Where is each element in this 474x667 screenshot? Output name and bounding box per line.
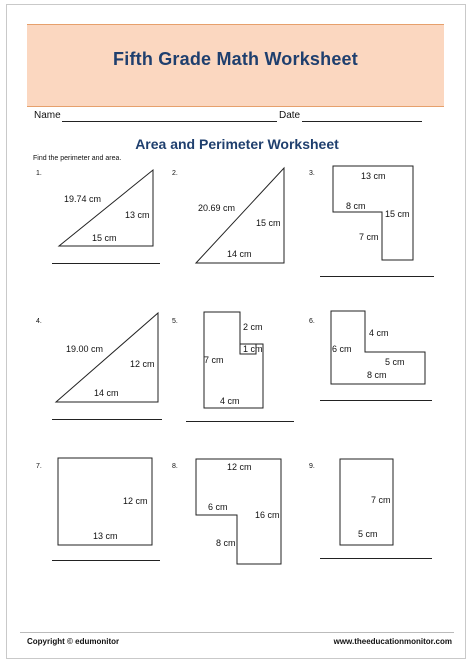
problem-2-triangle: [192, 166, 288, 266]
name-label: Name: [34, 110, 61, 121]
problem-4-height-label: 12 cm: [130, 359, 155, 369]
problem-3-top-label: 13 cm: [361, 171, 386, 181]
problem-5-height-label: 7 cm: [204, 355, 224, 365]
problem-8-number: 8.: [172, 463, 178, 470]
problem-2-hypotenuse-label: 20.69 cm: [198, 203, 236, 213]
problem-4-number: 4.: [36, 318, 42, 325]
problem-8-top-label: 12 cm: [227, 462, 252, 472]
problem-8-left-label: 6 cm: [208, 502, 228, 512]
problem-1-hypotenuse-label: 19.74 cm: [64, 194, 102, 204]
problem-1-height-label: 13 cm: [125, 210, 150, 220]
problem-5-base-label: 4 cm: [220, 396, 240, 406]
problem-6-step-label: 5 cm: [385, 357, 405, 367]
problem-6-left-label: 6 cm: [332, 344, 352, 354]
name-date-row: [34, 110, 446, 124]
problem-6-answer-line: [320, 400, 432, 401]
header-banner: [27, 24, 444, 107]
problem-8-inner-label: 8 cm: [216, 538, 236, 548]
problem-4-answer-line: [52, 419, 162, 420]
problem-5-shape: [200, 308, 272, 412]
problem-1-triangle: [54, 166, 158, 250]
problem-1-base-label: 15 cm: [92, 233, 117, 243]
problem-1-answer-line: [52, 263, 160, 264]
problem-8-shape: [194, 456, 286, 568]
problem-7-number: 7.: [36, 463, 42, 470]
problem-3-left-label: 8 cm: [346, 201, 366, 211]
problem-2-height-label: 15 cm: [256, 218, 281, 228]
problem-8-right-label: 16 cm: [255, 510, 280, 520]
footer-copyright: Copyright © edumonitor: [27, 637, 120, 646]
problem-7-answer-line: [52, 560, 160, 561]
problem-3-inner-label: 7 cm: [359, 232, 379, 242]
problem-4-hypotenuse-label: 19.00 cm: [66, 344, 104, 354]
page-title: Fifth Grade Math Worksheet: [113, 49, 358, 69]
footer-divider: [20, 632, 454, 633]
problem-6-number: 6.: [309, 318, 315, 325]
problem-5-step-label: 1 cm: [243, 344, 263, 354]
problem-9-base-label: 5 cm: [358, 529, 378, 539]
problem-3-number: 3.: [309, 170, 315, 177]
problem-4-triangle: [52, 310, 162, 406]
problem-1-number: 1.: [36, 170, 42, 177]
problem-9-rectangle: [338, 456, 396, 548]
footer-website[interactable]: www.theeducationmonitor.com: [333, 637, 452, 646]
problem-2-base-label: 14 cm: [227, 249, 252, 259]
problem-7-base-label: 13 cm: [93, 531, 118, 541]
instructions: Find the perimeter and area.: [33, 155, 122, 162]
problem-9-height-label: 7 cm: [371, 495, 391, 505]
name-line: [62, 121, 277, 122]
problem-5-answer-line: [186, 421, 294, 422]
problem-9-number: 9.: [309, 463, 315, 470]
problem-6-shape: [328, 308, 428, 388]
problem-3-shape: [328, 164, 424, 264]
date-line: [302, 121, 422, 122]
problem-2-number: 2.: [172, 170, 178, 177]
problem-6-base-label: 8 cm: [367, 370, 387, 380]
problem-7-height-label: 12 cm: [123, 496, 148, 506]
worksheet-subtitle: Area and Perimeter Worksheet: [135, 136, 339, 152]
date-label: Date: [279, 110, 301, 121]
problem-7-square: [56, 456, 156, 548]
problem-9-answer-line: [320, 558, 432, 559]
problem-3-right-label: 15 cm: [385, 209, 410, 219]
problem-3-answer-line: [320, 276, 434, 277]
problem-4-base-label: 14 cm: [94, 388, 119, 398]
problem-5-number: 5.: [172, 318, 178, 325]
problem-6-top-label: 4 cm: [369, 328, 389, 338]
problem-5-notch-label: 2 cm: [243, 322, 263, 332]
